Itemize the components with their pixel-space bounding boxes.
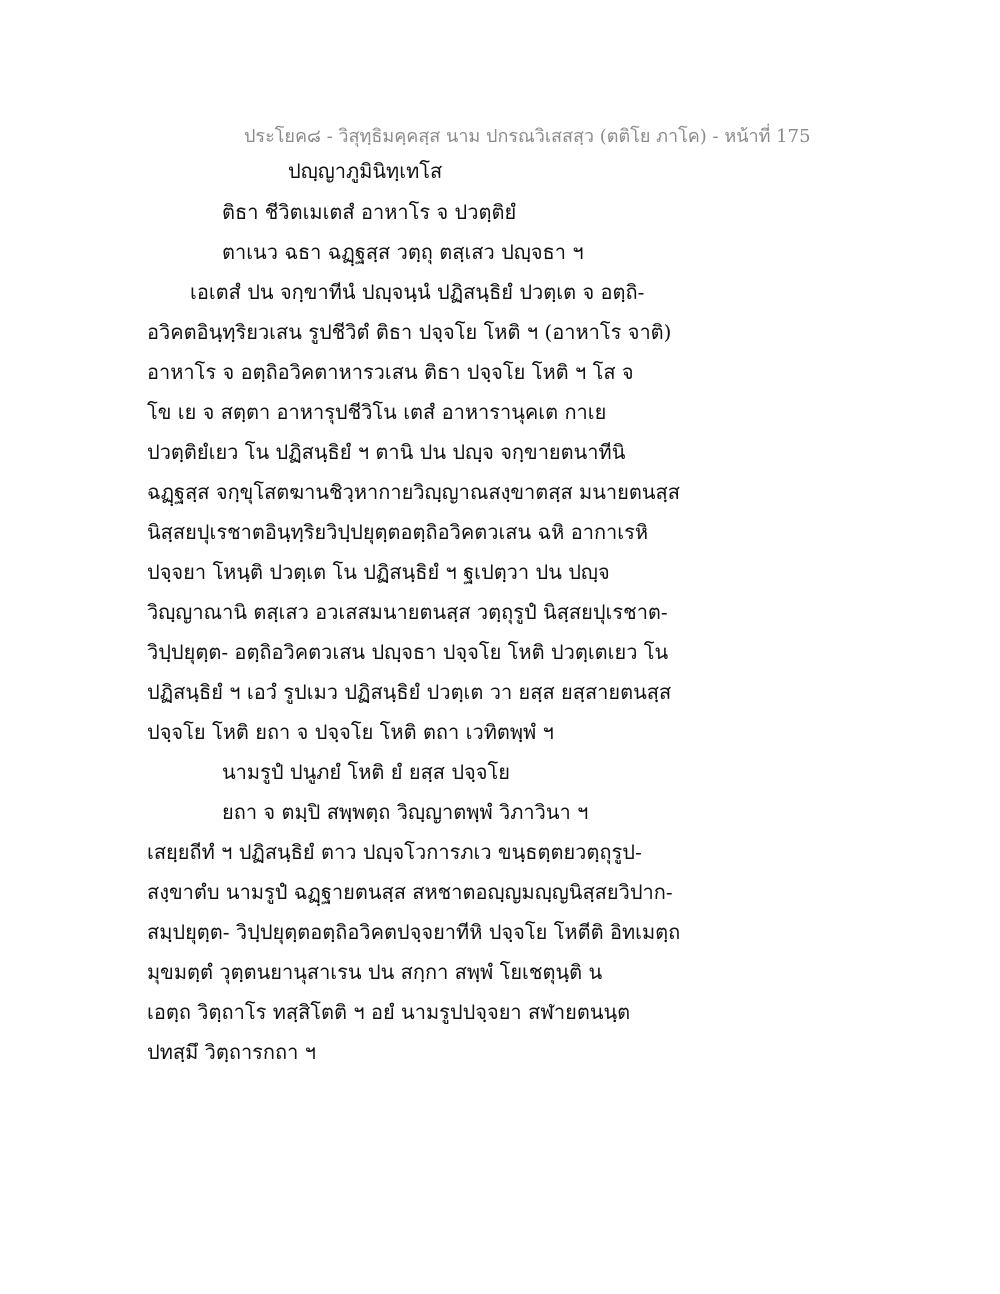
paragraph-line: วิปฺปยุตฺต- อตฺถิอวิคตวเสน ปญฺจธา ปจฺจโย โหติ ปวตฺเตเยว โน bbox=[147, 640, 669, 664]
page-header: ประโยค๘ - วิสุทฺธิมคฺคสฺส นาม ปกรณวิเสสสฺว (ตติโย ภาโค) - หน้าที่ 175 bbox=[244, 126, 811, 147]
paragraph-line: อาหาโร จ อตฺถิอวิคตาหารวเสน ติธา ปจฺจโย โหติ ฯ โส จ bbox=[147, 360, 634, 384]
verse-line: ตาเนว ฉธา ฉฏฺฐสฺส วตฺถุ ตสฺเสว ปญฺจธา ฯ bbox=[222, 240, 584, 264]
verse-line: นามรูปํ ปนูภยํ โหติ ยํ ยสฺส ปจฺจโย bbox=[222, 760, 510, 784]
verse-line: ติธา ชีวิตเมเตสํ อาหาโร จ ปวตฺติยํ bbox=[222, 200, 517, 224]
paragraph-line: สงฺขาตํบ นามรูปํ ฉฏฺฐายตนสฺส สหชาตอญฺญมญฺญนิสฺสยวิปาก- bbox=[147, 880, 673, 904]
paragraph-line: ปฏิสนฺธิยํ ฯ เอวํ รูปเมว ปฏิสนฺธิยํ ปวตฺเต วา ยสฺส ยสฺสายตนสฺส bbox=[147, 680, 672, 704]
paragraph-line: โข เย จ สตฺตา อาหารุปชีวิโน เตสํ อาหารานุคเต กาเย bbox=[147, 400, 607, 424]
paragraph-line: เสยฺยถีทํ ฯ ปฏิสนฺธิยํ ตาว ปญฺจโวการภเว ขนฺธตฺตยวตฺถุรูป- bbox=[147, 840, 642, 864]
paragraph-line: ปจฺจยา โหนฺติ ปวตฺเต โน ปฏิสนฺธิยํ ฯ ฐเปตฺวา ปน ปญฺจ bbox=[147, 560, 610, 584]
paragraph-line: นิสฺสยปุเรชาตอินฺทฺริยวิปฺปยุตฺตอตฺถิอวิคตวเสน ฉหิ อากาเรหิ bbox=[147, 520, 649, 544]
paragraph-line: ปจฺจโย โหติ ยถา จ ปจฺจโย โหติ ตถา เวทิตพฺพํ ฯ bbox=[147, 720, 554, 744]
verse-line: ยถา จ ตมฺปิ สพฺพตฺถ วิญฺญาตพฺพํ วิภาวินา ฯ bbox=[222, 800, 589, 824]
paragraph-line: ปวตฺติยํเยว โน ปฏิสนฺธิยํ ฯ ตานิ ปน ปญฺจ จกฺขายตนาทีนิ bbox=[147, 440, 626, 464]
section-title: ปญฺญาภูมินิทฺเทโส bbox=[288, 159, 443, 183]
paragraph-line: ฉฏฺฐสฺส จกฺขุโสตฆานชิวฺหากายวิญฺญาณสงฺขาตสฺส มนายตนสฺส bbox=[147, 480, 680, 504]
paragraph-line: วิญฺญาณานิ ตสฺเสว อวเสสมนายตนสฺส วตฺถุรูปํ นิสฺสยปุเรชาต- bbox=[147, 600, 668, 624]
paragraph-line: อวิคตอินฺทฺริยวเสน รูปชีวิตํ ติธา ปจฺจโย โหติ ฯ (อาหาโร จาติ) bbox=[147, 320, 672, 344]
paragraph-line: สมฺปยุตฺต- วิปฺปยุตฺตอตฺถิอวิคตปจฺจยาทีหิ ปจฺจโย โหตีติ อิทเมตฺถ bbox=[147, 920, 681, 944]
paragraph-line: มุขมตฺตํ วุตฺตนยานุสาเรน ปน สกฺกา สพฺพํ โยเชตุนฺติ น bbox=[147, 960, 603, 984]
paragraph-line: เอตฺถ วิตฺถาโร ทสฺสิโตติ ฯ อยํ นามรูปปจฺจยา สฬายตนนฺต bbox=[147, 1000, 631, 1024]
paragraph-line: ปทสฺมึ วิตฺถารกถา ฯ bbox=[147, 1040, 316, 1064]
paragraph-line: เอเตสํ ปน จกฺขาทีนํ ปญฺจนฺนํ ปฏิสนฺธิยํ ปวตฺเต จ อตฺถิ- bbox=[190, 280, 645, 304]
